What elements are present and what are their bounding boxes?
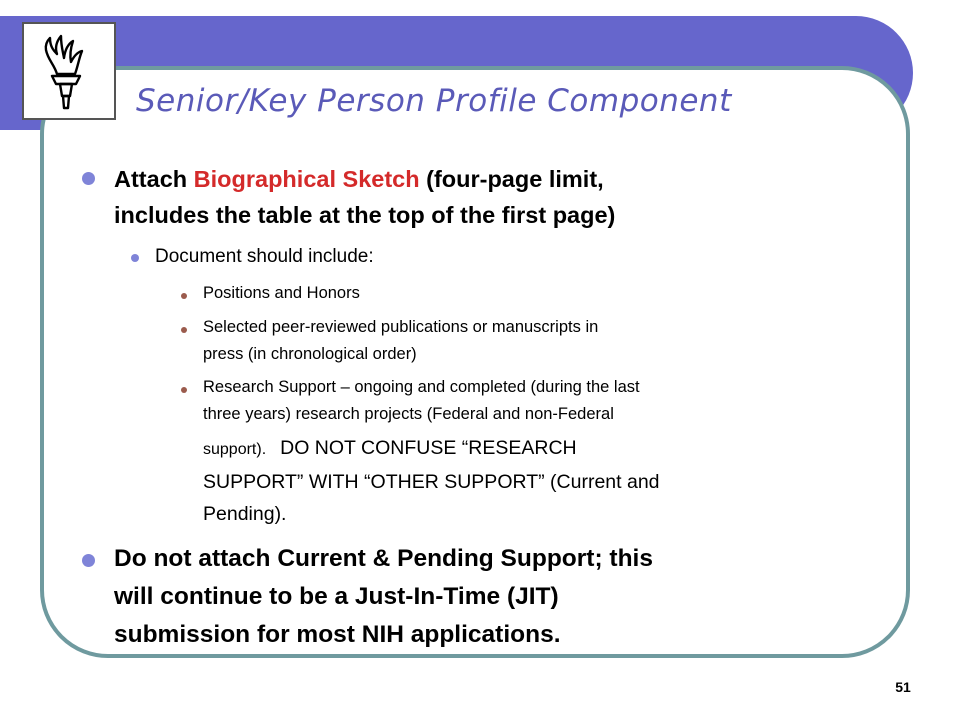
sub1-text: Document should include: <box>155 246 374 267</box>
item1-rest: (four-page limit, <box>419 166 604 192</box>
do-not-confuse-text: DO NOT CONFUSE “RESEARCH <box>280 437 577 459</box>
item1-line2: includes the table at the top of the first page) <box>114 202 616 228</box>
subsub3-line4: SUPPORT” WITH “OTHER SUPPORT” (Current and <box>203 471 660 493</box>
subsub2-line2: press (in chronological order) <box>203 345 417 363</box>
bullet-level3 <box>181 387 187 393</box>
subsub3-line3 <box>203 428 577 470</box>
bullet-level3 <box>181 293 187 299</box>
bullet-level3 <box>181 327 187 333</box>
item1-line1 <box>114 162 604 196</box>
torch-icon <box>24 24 114 118</box>
subsub3-line1: Research Support – ongoing and completed (during the last <box>203 378 640 396</box>
subsub3-line2: three years) research projects (Federal and non-Federal <box>203 405 614 423</box>
bullet-level1 <box>82 172 95 185</box>
slide-title: Senior/Key Person Profile Component <box>132 80 738 122</box>
subsub3-support: support). <box>203 441 267 458</box>
item2-line3: submission for most NIH applications. <box>114 621 561 648</box>
item1-prefix: Attach <box>114 166 194 192</box>
bullet-level1 <box>82 554 95 567</box>
item2-line2: will continue to be a Just-In-Time (JIT) <box>114 583 559 610</box>
subsub2-line1: Selected peer-reviewed publications or manuscripts in <box>203 318 599 336</box>
bullet-level2 <box>131 254 139 262</box>
item2-line1: Do not attach Current & Pending Support; this <box>114 545 653 572</box>
page-number: 51 <box>895 679 911 695</box>
logo <box>22 22 116 120</box>
title-underline <box>124 124 849 128</box>
subsub3-line5: Pending). <box>203 503 287 525</box>
biographical-sketch-highlight: Biographical Sketch <box>193 166 420 192</box>
subsub1-text: Positions and Honors <box>203 284 360 302</box>
